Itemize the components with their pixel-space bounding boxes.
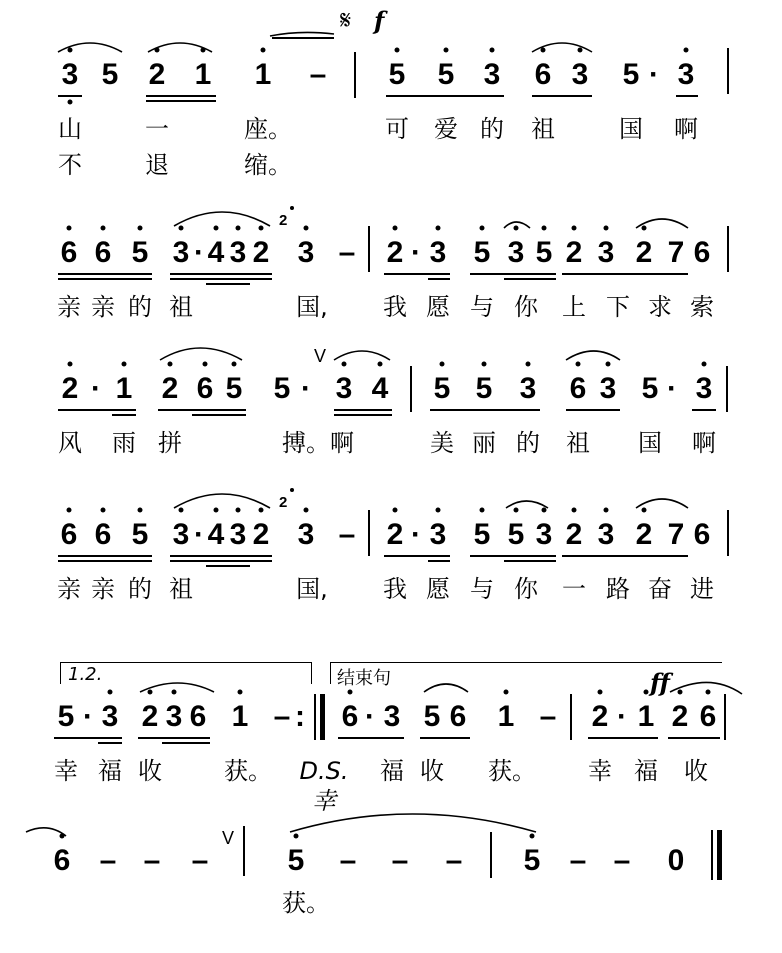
note: 3 [519,372,537,405]
note-dash: – [309,58,327,91]
lyric: 愿 [426,293,450,321]
lyric: 亲 [91,575,115,603]
lyric: 获。 [282,889,330,917]
note: 6 [699,700,717,733]
lyric: 丽 [472,429,496,457]
rest: 0 [667,844,685,877]
lyric: 亲 [57,293,81,321]
note: 3 [429,518,447,551]
note: 3 [335,372,353,405]
lyric: 索 [690,293,714,321]
slurs [26,32,742,836]
note: 5 [473,518,491,551]
note-dash: – [143,844,161,877]
lyric: 拼 [158,429,182,457]
note: 2 [635,236,653,269]
note-dash: – [539,700,557,733]
note: 7 [667,518,685,551]
note: 3 [101,700,119,733]
lyric: 一 [145,115,169,143]
note: 3 [571,58,589,91]
lyric: 啊 [674,115,698,143]
note: 3 [677,58,695,91]
lyric: 福 [98,757,122,785]
lyric: 收 [138,757,162,785]
note: 3 [165,700,183,733]
note: 1 [497,700,515,733]
note: 2 [671,700,689,733]
note: 2 [141,700,159,733]
note: 5 [622,58,640,91]
note: 2 [148,58,166,91]
note: 3 [429,236,447,269]
note: 7 [667,236,685,269]
slur [636,499,688,508]
note: 5 [101,58,119,91]
octave-dots [60,48,711,839]
lyric: 下 [606,293,630,321]
note: 3 [297,236,315,269]
note: 2 [565,236,583,269]
note: 2 [386,518,404,551]
note: 3 [61,58,79,91]
lyric: 的 [516,429,540,457]
slur [424,684,468,692]
note: 3 [507,236,525,269]
augmentation-dot: · [667,372,677,405]
lyric: 祖 [169,575,193,603]
underlines [54,38,720,743]
lyric: 国 [619,115,643,143]
note: 2 [565,518,583,551]
note: 3 [483,58,501,91]
note-dash: – [273,700,291,733]
augmentation-dot: · [91,372,101,405]
lyric: 的 [128,575,152,603]
lyric: 美 [430,429,454,457]
note-dash: – [613,844,631,877]
note: 5 [437,58,455,91]
note: 5 [287,844,305,877]
slur [174,494,270,508]
lyric: 祖 [531,115,555,143]
note-dash: – [99,844,117,877]
note: 2 [161,372,179,405]
augmentation-dot: · [194,236,204,269]
note: 4 [207,518,225,551]
augmentation-dot: · [194,518,204,551]
lyric: 与 [470,293,494,321]
lyric: 求 [648,293,672,321]
augmentation-dot: · [411,518,421,551]
augmentation-dot: · [649,58,659,91]
augmentation-dot: · [617,700,627,733]
note: 3 [597,236,615,269]
slur [506,501,548,508]
note-dash: – [339,844,357,877]
note: 2 [252,236,270,269]
lyric: 爱 [434,115,458,143]
lyric: 国, [296,293,328,321]
note: 6 [189,700,207,733]
lyric: 收 [420,757,444,785]
note-dash: – [338,518,356,551]
repeat-colon: : [295,700,305,733]
note: 1 [194,58,212,91]
note: 5 [507,518,525,551]
lyric: 座。 [244,115,292,143]
note: 2 [635,518,653,551]
lyric: 路 [606,575,630,603]
augmentation-dot: · [365,700,375,733]
note-dash: – [569,844,587,877]
lyric: 山 [58,115,82,143]
ending-label: 结束句 [337,668,391,689]
lyric: 不 [58,151,82,179]
lyric: 收 [684,757,708,785]
note: 5 [433,372,451,405]
lyric: 幸 [54,757,78,785]
note: 1 [254,58,272,91]
lyric: 上 [562,293,586,321]
lyric: 我 [383,575,407,603]
note: 5 [475,372,493,405]
slur [174,212,270,226]
note: 6 [60,236,78,269]
lyric: 我 [383,293,407,321]
note: 2 [61,372,79,405]
note: 5 [535,236,553,269]
lyric: 祖 [566,429,590,457]
lyric: 愿 [426,575,450,603]
lyric: 你 [514,575,538,603]
note-dash: – [445,844,463,877]
lyric: 亲 [57,575,81,603]
lyric: 雨 [112,429,136,457]
note: 6 [449,700,467,733]
augmentation-dot: · [301,372,311,405]
lyric: 获。 [224,757,272,785]
note: 5 [273,372,291,405]
note: 6 [94,236,112,269]
lyric: 奋 [648,575,672,603]
slur [160,348,242,360]
lyric: 退 [145,151,169,179]
note: 6 [569,372,587,405]
breath-mark: V [314,346,327,366]
note: 5 [131,518,149,551]
note: 3 [535,518,553,551]
lyric: 进 [690,575,714,603]
dynamic-forte: f [374,6,385,35]
note: 4 [371,372,389,405]
note: 5 [641,372,659,405]
note: 3 [383,700,401,733]
lyric: 的 [128,293,152,321]
note: 5 [473,236,491,269]
note: 1 [231,700,249,733]
lyric: 一 [562,575,586,603]
volta-label: 1.2. [68,664,103,685]
note: 3 [172,518,190,551]
note: 6 [196,372,214,405]
augmentation-dot: · [83,700,93,733]
dynamic-fortissimo: ff [650,668,670,697]
note: 6 [693,236,711,269]
note: 5 [57,700,75,733]
note: 3 [172,236,190,269]
breath-mark: V [222,828,235,848]
note: 5 [388,58,406,91]
note: 5 [131,236,149,269]
note: 5 [225,372,243,405]
lyric: 国, [296,575,328,603]
lyric: 福 [634,757,658,785]
note: 3 [599,372,617,405]
slur [290,814,536,832]
note: 6 [341,700,359,733]
note-dash: – [338,236,356,269]
note: 6 [60,518,78,551]
note: 6 [534,58,552,91]
lyric: 风 [58,429,82,457]
note: 5 [523,844,541,877]
note: 6 [53,844,71,877]
note: 4 [207,236,225,269]
note: 3 [597,518,615,551]
lyric: 缩。 [244,151,292,179]
note: 3 [229,518,247,551]
note: 2 [252,518,270,551]
lyric: 国 [638,429,662,457]
lyric: 你 [514,293,538,321]
note-dash: – [191,844,209,877]
slur [334,351,390,360]
lyric: 福 [380,757,404,785]
note-dash: – [391,844,409,877]
lyric: 祖 [169,293,193,321]
segno-icon: 𝄋 [340,6,352,36]
note: 6 [94,518,112,551]
note: 2 [386,236,404,269]
augmentation-dot: · [411,236,421,269]
lyric: 亲 [91,293,115,321]
note: 1 [637,700,655,733]
slur [270,32,334,36]
note: 3 [297,518,315,551]
note: 1 [115,372,133,405]
lyric: 幸 [588,757,612,785]
lyric: 与 [470,575,494,603]
note: 3 [695,372,713,405]
lyric-ds: D.S.幸 [299,757,349,815]
lyric: 可 [385,115,409,143]
lyric: 的 [480,115,504,143]
lyric: 获。 [488,757,536,785]
note: 2 [591,700,609,733]
slur [566,351,620,360]
grace-note: 2 [279,212,288,229]
grace-note: 2 [279,494,288,511]
lyric: 搏。啊 [282,429,354,457]
note: 3 [229,236,247,269]
note: 6 [693,518,711,551]
note: 5 [423,700,441,733]
lyric: 啊 [692,429,716,457]
